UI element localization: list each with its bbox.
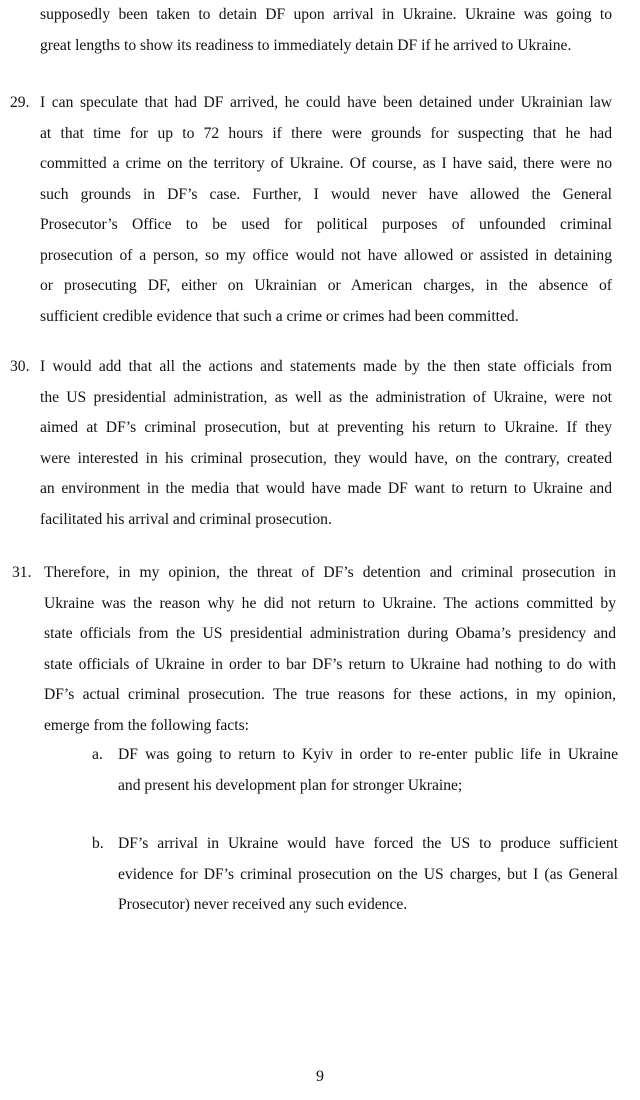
text-line: or prosecuting DF, either on Ukrainian or American charges, in the absence of	[40, 277, 612, 294]
text-line: the US presidential administration, as well as the administration of Ukraine, were not	[40, 388, 612, 406]
paragraph-29	[40, 88, 612, 332]
text-line: sufficient credible evidence that such a crime or crimes had been committed.	[40, 307, 519, 325]
subitem-letter: a.	[92, 746, 103, 763]
text-line: I can speculate that had DF arrived, he could have been detained under Ukrainian law	[40, 94, 612, 111]
text-line: state officials from the US presidential administration during Obama’s presidency and	[44, 625, 616, 642]
page-number: 9	[316, 1068, 324, 1085]
text-line: aimed at DF’s criminal prosecution, but at preventing his return to Ukraine. If they	[40, 419, 612, 436]
paragraph-30	[40, 352, 612, 535]
text-line: evidence for DF’s criminal prosecution on the US charges, but I (as General	[118, 865, 618, 883]
text-line: Prosecutor) never received any such evidence.	[118, 896, 408, 913]
text-line: facilitated his arrival and criminal prosecution.	[40, 510, 332, 528]
text-line: such grounds in DF’s case. Further, I would never have allowed the General	[40, 185, 612, 203]
text-line: and present his development plan for stronger Ukraine;	[118, 776, 463, 794]
text-line: Ukraine was the reason why he did not return to Ukraine. The actions committed by	[44, 594, 616, 612]
text-line: prosecution of a person, so my office would not have allowed or assisted in detaining	[40, 246, 612, 264]
text-line: at that time for up to 72 hours if there were grounds for suspecting that he had	[40, 124, 612, 142]
paragraph-number: 30.	[10, 358, 30, 375]
text-line: DF’s arrival in Ukraine would have forced the US to produce sufficient	[118, 835, 618, 852]
text-line: I would add that all the actions and statements made by the then state officials from	[40, 358, 612, 375]
text-line: Therefore, in my opinion, the threat of DF’s detention and criminal prosecution in	[44, 564, 616, 581]
text-line: DF was going to return to Kyiv in order to re-enter public life in Ukraine	[118, 746, 618, 763]
text-line: supposedly been taken to detain DF upon arrival in Ukraine. Ukraine was going to	[40, 6, 612, 23]
subitem-a	[118, 740, 618, 801]
subitem-letter: b.	[92, 835, 104, 852]
text-line: state officials of Ukraine in order to bar DF’s return to Ukraine had nothing to do with	[44, 655, 616, 673]
paragraph-31	[44, 558, 616, 741]
text-line: emerge from the following facts:	[44, 716, 249, 734]
text-line: Prosecutor’s Office to be used for political purposes of unfounded criminal	[40, 216, 612, 233]
text-line: were interested in his criminal prosecution, they would have, on the contrary, created	[40, 449, 612, 467]
paragraph-number: 29.	[10, 94, 30, 111]
continuation-text	[40, 0, 612, 61]
text-line: an environment in the media that would have made DF want to return to Ukraine and	[40, 480, 612, 497]
text-line: committed a crime on the territory of Ukraine. Of course, as I have said, there were no	[40, 155, 612, 172]
subitem-b	[118, 829, 618, 921]
text-line: great lengths to show its readiness to immediately detain DF if he arrived to Ukraine.	[40, 36, 572, 54]
text-line: DF’s actual criminal prosecution. The true reasons for these actions, in my opinion,	[44, 686, 616, 703]
paragraph-number: 31.	[12, 564, 32, 581]
